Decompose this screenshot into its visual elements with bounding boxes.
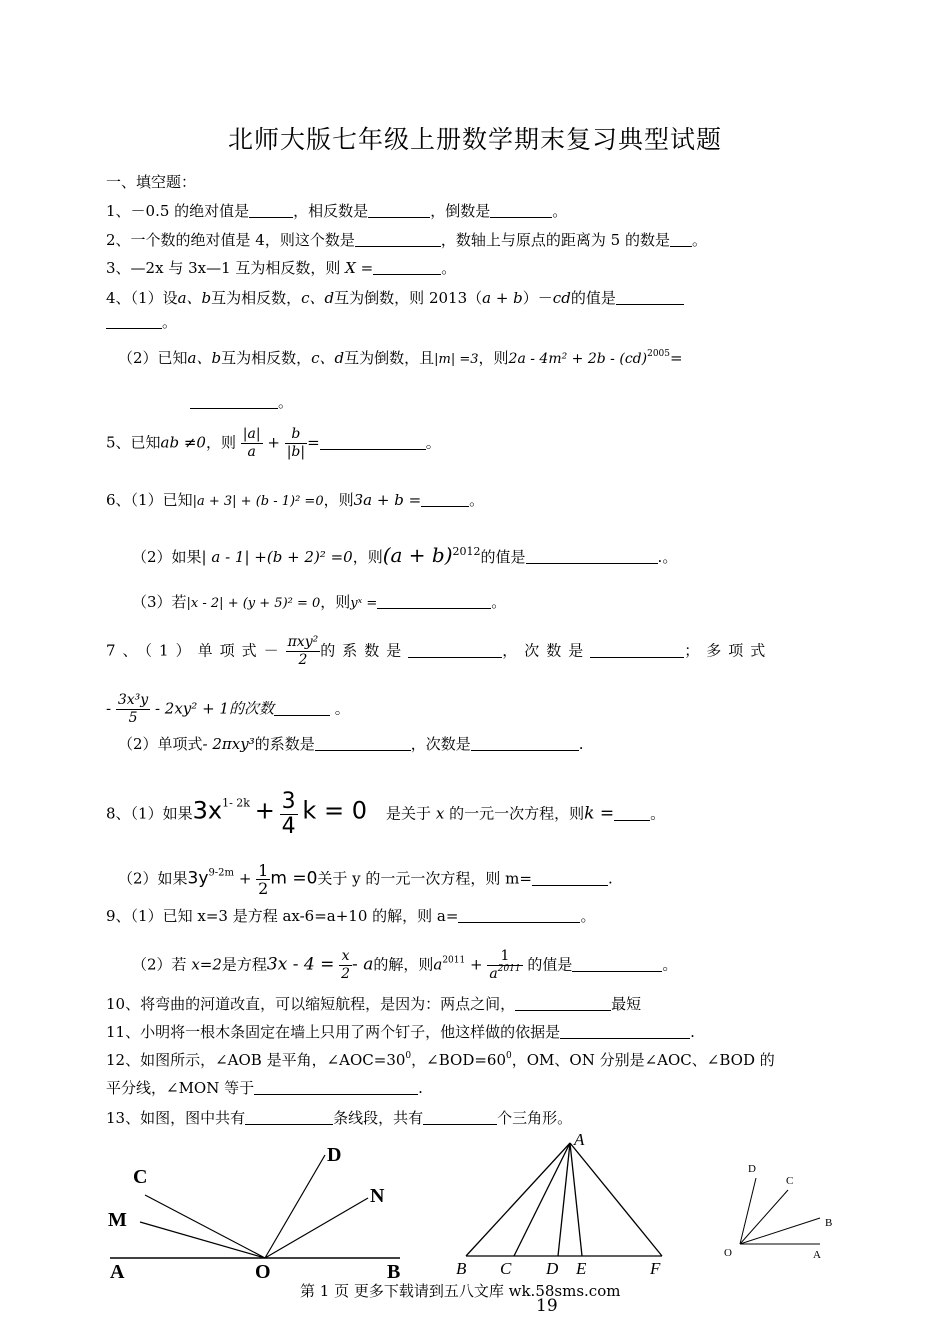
answer-blank[interactable] (532, 870, 608, 886)
answer-blank[interactable] (614, 805, 650, 821)
answer-blank[interactable] (572, 956, 662, 972)
answer-blank[interactable] (458, 907, 580, 923)
page-footer: 第 1 页 更多下载请到五八文库 wk.58sms.com (300, 1282, 621, 1300)
question-4-part-1-cont: 。 (106, 312, 177, 332)
question-7-polynomial: - $\frac{\text{3x³y}}{5}$ - 2xy² + 1的次数 。 (106, 692, 350, 726)
label-o: O (724, 1247, 732, 1259)
page-number: 19 (536, 1296, 558, 1316)
answer-blank[interactable] (670, 231, 692, 247)
question-13: 13、如图，图中共有 条线段，共有 个三角形。 (106, 1109, 573, 1127)
answer-blank[interactable] (190, 393, 278, 409)
segment-ab (466, 1143, 570, 1256)
answer-blank[interactable] (471, 735, 579, 751)
answer-blank[interactable] (355, 231, 441, 247)
answer-blank[interactable] (490, 202, 552, 218)
question-3: 3、—2x 与 3x—1 互为相反数，则 X = 。 (106, 259, 457, 277)
label-o: O (255, 1261, 271, 1283)
question-9-part-2: （2）若 x=2是方程3x - 4 = $\frac{x}{2}$ - a的解，则$a^{2011}$ + $\frac{1}{a^{2011}}$ 的值是 。 (132, 948, 678, 982)
angle-figure (100, 1140, 420, 1285)
answer-blank[interactable] (373, 259, 441, 275)
page-title: 北师大版七年级上册数学期末复习典型试题 (227, 125, 722, 154)
label-b: B (456, 1259, 467, 1278)
label-e: E (576, 1259, 587, 1278)
label-d: D (546, 1259, 559, 1278)
label-m: M (108, 1209, 127, 1231)
answer-blank[interactable] (320, 434, 426, 450)
answer-blank[interactable] (368, 202, 430, 218)
label-a: A (574, 1130, 585, 1149)
question-7-part-1: 7、（1）单项式－ $\frac{\text{πxy²}}{2}$ 的系数是 ，次数是 ；多项式 (106, 634, 773, 668)
answer-blank[interactable] (423, 1109, 497, 1125)
ray-om (140, 1222, 265, 1258)
question-6-part-3: （3）若|x - 2| + (y + 5)² = 0，则yˣ = 。 (132, 593, 507, 611)
answer-blank[interactable] (249, 202, 293, 218)
answer-blank[interactable] (106, 313, 162, 329)
question-5: 5、已知ab ≠0，则 $\frac{|a|}{a}$ + $\frac{b}{|b|}$ = 。 (106, 426, 441, 460)
answer-blank[interactable] (315, 735, 411, 751)
question-4-part-2: （2）已知a、b互为相反数，c、d互为倒数，且|m| =3，则2a - 4m² + 2b - (cd)$^{2005}$= (118, 349, 683, 367)
ray-on (265, 1198, 368, 1258)
question-11: 11、小明将一根木条固定在墙上只用了两个钉子，他这样做的依据是 . (106, 1023, 695, 1041)
label-c: C (133, 1166, 148, 1188)
answer-blank[interactable] (515, 995, 611, 1011)
question-10: 10、将弯曲的河道改直，可以缩短航程，是因为：两点之间， 最短 (106, 995, 642, 1013)
question-7-part-2: （2）单项式- 2πxy³的系数是 ，次数是 . (118, 735, 584, 753)
question-6-part-2: （2）如果| a - 1| +(b + 2)² =0，则$(a + b)^{2012}$的值是 .。 (132, 543, 678, 567)
label-c: C (786, 1175, 794, 1187)
question-1: 1、－0.5 的绝对值是 ，相反数是 ，倒数是 。 (106, 202, 568, 220)
ray-od (265, 1155, 325, 1258)
triangle-figure (452, 1128, 682, 1278)
label-a: A (813, 1249, 821, 1261)
ray-oc (145, 1195, 265, 1258)
label-b: B (387, 1261, 401, 1283)
ray-od (740, 1178, 756, 1244)
answer-blank[interactable] (526, 548, 658, 564)
segment-ad (558, 1143, 570, 1256)
question-8-part-1: 8、（1）如果$3x^{1- 2k}$ + $\frac{3}{4}$ k = 0 是关于 x 的一元一次方程，则k = 。 (106, 789, 666, 839)
label-d: D (327, 1144, 342, 1166)
label-n: N (370, 1185, 385, 1207)
segment-af (570, 1143, 662, 1256)
question-4-part-2-cont: 。 (190, 392, 293, 412)
question-8-part-2: （2）如果$3y^{9-2m}$ + $\frac{1}{2}$ m =0关于 y 的一元一次方程，则 m= . (118, 861, 613, 898)
label-c: C (500, 1259, 512, 1278)
answer-blank[interactable] (377, 593, 491, 609)
label-f: F (650, 1259, 661, 1278)
label-d: D (748, 1163, 756, 1175)
question-12-cont: 平分线，∠MON 等于 . (106, 1079, 423, 1097)
question-2: 2、一个数的绝对值是 4，则这个数是 ，数轴上与原点的距离为 5 的数是 。 (106, 231, 707, 249)
answer-blank[interactable] (274, 700, 330, 716)
answer-blank[interactable] (590, 642, 684, 658)
ray-figure (720, 1158, 840, 1263)
question-4-part-1: 4、（1）设a、b互为相反数，c、d互为倒数，则 2013（a + b）－cd的值是 (106, 288, 684, 308)
question-6-part-1: 6、（1）已知|a + 3| + (b - 1)² =0，则3a + b = 。 (106, 491, 485, 509)
answer-blank[interactable] (408, 642, 502, 658)
answer-blank[interactable] (560, 1023, 690, 1039)
segment-ae (570, 1143, 582, 1256)
answer-blank[interactable] (616, 289, 684, 305)
segment-ac (514, 1143, 570, 1256)
section-heading: 一、填空题： (106, 173, 197, 191)
question-12: 12、如图所示，∠AOB 是平角，$\angle AOC=30^0$，$\angle BOD=60^0$，OM、ON 分别是∠AOC、∠BOD 的 (106, 1051, 775, 1069)
question-9-part-1: 9、（1）已知 x=3 是方程 ax-6=a+10 的解，则 a= 。 (106, 907, 596, 925)
answer-blank[interactable] (421, 491, 469, 507)
label-a: A (110, 1261, 125, 1283)
label-b: B (825, 1217, 833, 1229)
answer-blank[interactable] (245, 1109, 333, 1125)
answer-blank[interactable] (254, 1079, 418, 1095)
